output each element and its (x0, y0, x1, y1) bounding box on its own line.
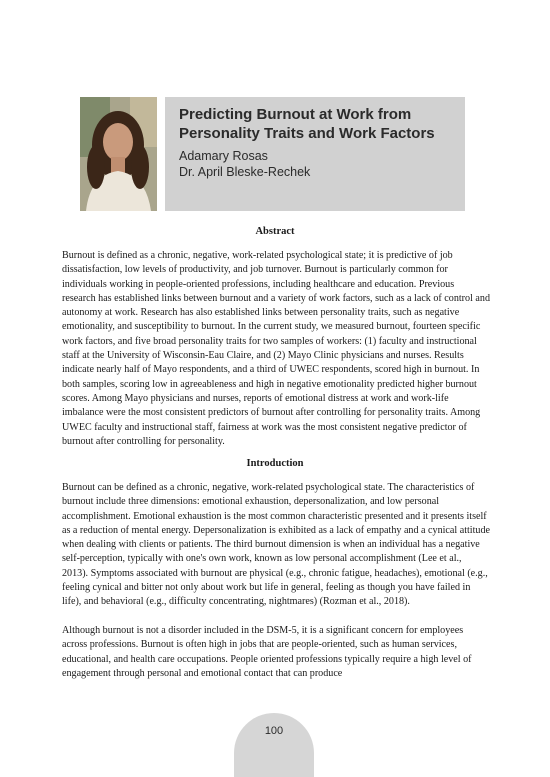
page-number: 100 (264, 725, 284, 737)
page-number-tab (234, 713, 314, 777)
author-name: Dr. April Bleske-Rechek (179, 164, 311, 179)
introduction-heading: Introduction (246, 458, 304, 469)
introduction-paragraph: Burnout can be defined as a chronic, negative, work-related psychological state. The characteristics of burnout include three dimensions: emotional exhaustion, depersonalization, and low personal accomplishment. Emotional exhaustion is the most common characteristic presented and it presents itself as a reduction of mental energy. Depersonalization is exhibited as a lack of empathy and a cynical attitude when dealing with clients or patients. The third burnout dimension is when an individual has a negative self-perception, typically with one's own work, known as low personal accomplishment (Lee et al., 2013). Symptoms associated with burnout are physical (e.g., chronic fatigue, headaches), emotional (e.g., feeling cynical and bitter not only about work but life in general, feeling as though you have failed in life), and behavioral (e.g., difficulty concentrating, nightmares) (Rozman et al., 2018). (62, 482, 490, 608)
author-name: Adamary Rosas (179, 149, 268, 163)
abstract-text: Burnout is defined as a chronic, negative, work-related psychological state; it is predictive of job dissatisfaction, low levels of productivity, and job turnover. Burnout is particularly common for individuals working in people-oriented professions, including healthcare and education. Previous research has established links between burnout and a variety of work factors, such as a lack of control and autonomy at work. Research has also established links between personality traits, such as negative emotionality, and susceptibility to burnout. In the current study, we measured burnout, fourteen specific work factors, and five broad personality traits for two samples of workers: (1) faculty and instructional staff at the University of Wisconsin-Eau Claire, and (2) Mayo Clinic physicians and nurses. Results indicate nearly half of Mayo respondents, and a third of UWEC respondents, scored high in burnout. In both samples, scoring low in agreeableness and high in negative emotionality predicted higher burnout scores. Among Mayo physicians and nurses, reports of emotional distress at work and work-life imbalance were the most consistent predictors of burnout after controlling for personality traits. Among UWEC faculty and instructional staff, fairness at work was the most consistent negative predictor of burnout after controlling for personality. (62, 250, 490, 447)
abstract-heading: Abstract (255, 226, 295, 237)
introduction-paragraph: Although burnout is not a disorder included in the DSM-5, it is a significant concern for employees across professions. Burnout is often high in jobs that are people-oriented, such as human services, educational, and health care occupations. People oriented professions typically require a high level of engagement through personal and emotional contact that can produce (62, 625, 472, 679)
paper-title: Predicting Burnout at Work from Personality Traits and Work Factors (179, 106, 435, 142)
author-portrait-image (80, 97, 157, 211)
author-list (179, 149, 310, 180)
author-photo (80, 97, 157, 211)
title-banner (165, 97, 465, 211)
